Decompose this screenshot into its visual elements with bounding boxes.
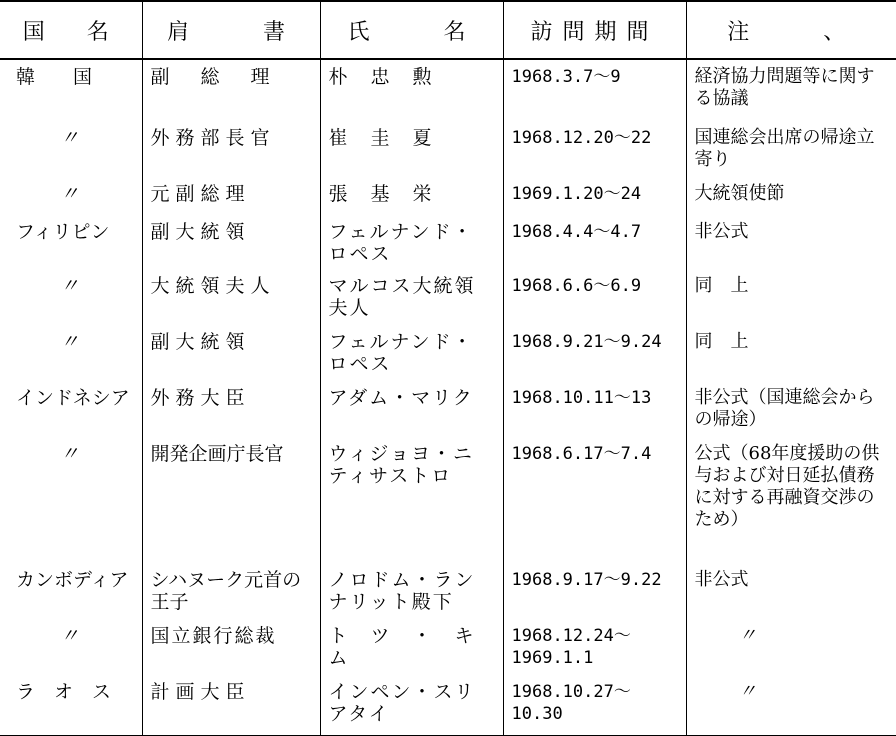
title-cell: 計画大臣 bbox=[142, 675, 320, 735]
title-cell: 外務部長官 bbox=[142, 121, 320, 177]
title-cell: 開発企画庁長官 bbox=[142, 437, 320, 563]
name-cell: 朴 忠 勲 bbox=[320, 59, 503, 121]
name-cell: ウィジョヨ・ニティサストロ bbox=[320, 437, 503, 563]
period-cell: 1968.12.20〜22 bbox=[503, 121, 686, 177]
name-cell: フェルナンド・ロペス bbox=[320, 215, 503, 269]
ditto-mark: 〃 bbox=[60, 625, 80, 647]
period-cell: 1968.4.4〜4.7 bbox=[503, 215, 686, 269]
title-cell: 副大統領 bbox=[142, 215, 320, 269]
name-cell: フェルナンド・ロペス bbox=[320, 325, 503, 381]
period-cell: 1968.10.11〜13 bbox=[503, 381, 686, 437]
ditto-mark: 〃 bbox=[60, 275, 80, 297]
period-cell: 1968.10.27〜10.30 bbox=[503, 675, 686, 735]
note-cell: 同 上 bbox=[686, 325, 896, 381]
header-period: 訪問期間 bbox=[503, 1, 686, 59]
header-title: 肩 書 bbox=[142, 1, 320, 59]
note-cell: 国連総会出席の帰途立寄り bbox=[686, 121, 896, 177]
table-row bbox=[0, 619, 896, 675]
table-row bbox=[0, 177, 896, 215]
title-cell: 副大統領 bbox=[142, 325, 320, 381]
country-cell bbox=[0, 121, 142, 177]
note-cell: 公式（68年度援助の供与および対日延払債務に対する再融資交渉のため） bbox=[686, 437, 896, 563]
country-cell bbox=[0, 619, 142, 675]
period-cell: 1968.3.7〜9 bbox=[503, 59, 686, 121]
name-cell: ト ツ ・ キ ム bbox=[320, 619, 503, 675]
title-cell: 元副総理 bbox=[142, 177, 320, 215]
country-cell: ラ オ ス bbox=[0, 675, 142, 735]
ditto-mark: 〃 bbox=[60, 331, 80, 353]
period-cell: 1968.12.24〜1969.1.1 bbox=[503, 619, 686, 675]
period-cell: 1969.1.20〜24 bbox=[503, 177, 686, 215]
country-cell bbox=[0, 325, 142, 381]
header-note: 注 、 bbox=[686, 1, 896, 59]
table-row bbox=[0, 381, 896, 437]
note-cell: 同 上 bbox=[686, 269, 896, 325]
note-cell: 非公式 bbox=[686, 563, 896, 619]
country-cell: インドネシア bbox=[16, 387, 130, 409]
name-cell: マルコス大統領夫人 bbox=[320, 269, 503, 325]
title-cell: シハヌーク元首の王子 bbox=[142, 563, 320, 619]
title-cell: 国立銀行総裁 bbox=[142, 619, 320, 675]
period-cell: 1968.6.6〜6.9 bbox=[503, 269, 686, 325]
name-cell: ノロドム・ランナリット殿下 bbox=[320, 563, 503, 619]
note-cell: 非公式 bbox=[686, 215, 896, 269]
ditto-mark: 〃 bbox=[60, 127, 80, 149]
period-cell: 1968.6.17〜7.4 bbox=[503, 437, 686, 563]
ditto-mark: 〃 bbox=[738, 625, 757, 646]
table-row bbox=[0, 437, 896, 563]
country-cell: フィリピン bbox=[16, 221, 110, 243]
note-cell bbox=[686, 619, 896, 675]
title-cell: 副 総 理 bbox=[142, 59, 320, 121]
table-row bbox=[0, 59, 896, 121]
header-name: 氏 名 bbox=[320, 1, 503, 59]
table-row bbox=[0, 215, 896, 269]
name-cell: 崔 圭 夏 bbox=[320, 121, 503, 177]
note-cell bbox=[686, 675, 896, 735]
name-cell: インペン・スリアタイ bbox=[320, 675, 503, 735]
ditto-mark: 〃 bbox=[738, 681, 757, 702]
header-row bbox=[0, 1, 896, 59]
name-cell: アダム・マリク bbox=[320, 381, 503, 437]
period-cell: 1968.9.21〜9.24 bbox=[503, 325, 686, 381]
title-cell: 大統領夫人 bbox=[142, 269, 320, 325]
country-cell bbox=[0, 437, 142, 563]
table-row bbox=[0, 563, 896, 619]
country-cell bbox=[0, 269, 142, 325]
note-cell: 非公式（国連総会からの帰途） bbox=[686, 381, 896, 437]
name-cell: 張 基 栄 bbox=[320, 177, 503, 215]
note-cell: 大統領使節 bbox=[686, 177, 896, 215]
country-cell: カンボディア bbox=[16, 569, 129, 591]
table-row bbox=[0, 325, 896, 381]
country-cell: 韓 国 bbox=[16, 66, 93, 88]
note-cell: 経済協力問題等に関する協議 bbox=[686, 59, 896, 121]
ditto-mark: 〃 bbox=[60, 183, 80, 205]
table-row bbox=[0, 269, 896, 325]
table-row bbox=[0, 675, 896, 735]
ditto-mark: 〃 bbox=[60, 443, 80, 465]
title-cell: 外務大臣 bbox=[142, 381, 320, 437]
header-country: 国 名 bbox=[0, 1, 142, 59]
period-cell: 1968.9.17〜9.22 bbox=[503, 563, 686, 619]
country-cell bbox=[0, 177, 142, 215]
table-row bbox=[0, 121, 896, 177]
